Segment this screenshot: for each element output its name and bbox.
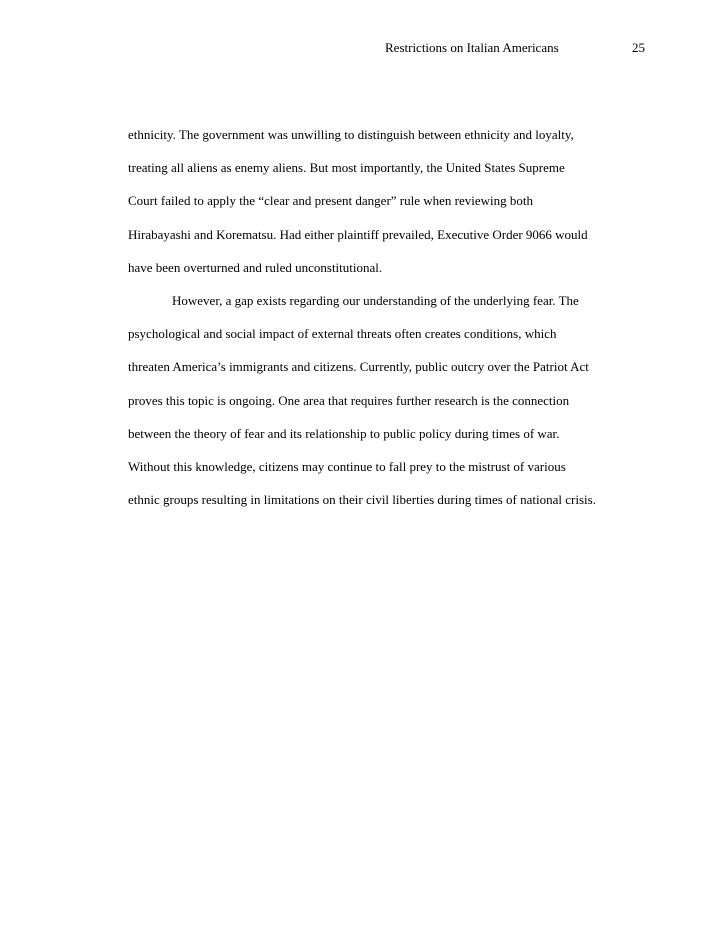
text-line: ethnic groups resulting in limitations on their civil liberties during times of national crisis. (128, 492, 596, 508)
text-line: Without this knowledge, citizens may continue to fall prey to the mistrust of various (128, 458, 566, 474)
text-line: ethnicity. The government was unwilling to distinguish between ethnicity and loyalty, (128, 127, 574, 142)
text-line: have been overturned and ruled unconstitutional. (128, 259, 383, 275)
text-line: Hirabayashi and Korematsu. Had either plaintiff prevailed, Executive Order 9066 would (128, 226, 588, 242)
page-number: 25 (632, 40, 645, 55)
text-line: between the theory of fear and its relationship to public policy during times of war. (128, 425, 560, 441)
body-text (128, 125, 648, 523)
text-line: Court failed to apply the “clear and present danger” rule when reviewing both (128, 193, 534, 209)
paragraph-start-line: However, a gap exists regarding our understanding of the underlying fear. The (172, 292, 579, 308)
text-line: threaten America’s immigrants and citizens. Currently, public outcry over the Patriot Act (128, 359, 589, 375)
running-head (0, 40, 728, 60)
text-line: treating all aliens as enemy aliens. But most importantly, the United States Supreme (128, 160, 565, 176)
running-head-title: Restrictions on Italian Americans (385, 40, 559, 55)
text-line: proves this topic is ongoing. One area that requires further research is the connection (128, 392, 570, 408)
text-line: psychological and social impact of external threats often creates conditions, which (128, 326, 557, 342)
